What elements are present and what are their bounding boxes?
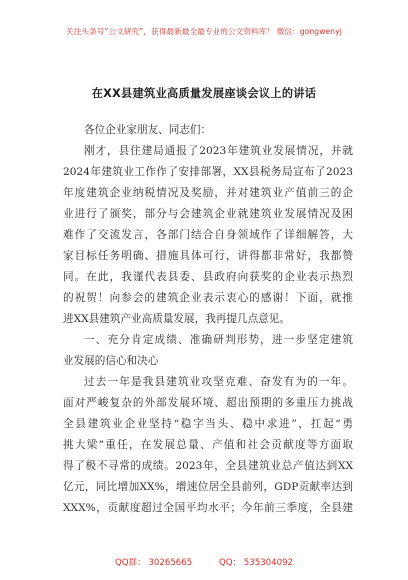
body-line: 业进行了颁奖，部分与会建筑企业就建筑业发展情况及困 — [63, 208, 353, 220]
body-line: 年度建筑企业纳税情况及奖励，并对建筑业产值前三的企 — [63, 187, 353, 199]
document-title: 在XX县建筑业高质量发展座谈会议上的讲话 — [91, 87, 317, 100]
body-line: 亿元，同比增加XX%，增速位居全县前列，GDP贡献率达到 — [63, 481, 353, 493]
document-body — [63, 120, 353, 519]
footer-qq-group: QQ群： 30265665 — [115, 558, 193, 568]
body-line: 刚才，县住建局通报了2023年建筑业发展情况，并就 — [84, 145, 353, 157]
salutation-line: 各位企业家朋友、同志们： — [84, 124, 212, 136]
body-line: 得了极不寻常的成绩。2023年，全县建筑业总产值达到XX — [63, 460, 353, 472]
body-line: 面对严峻复杂的外部发展环境、超出预期的多重压力挑战 — [63, 397, 353, 409]
body-line: XXX%，贡献度超过全国平均水平；今年前三季度，全县建 — [63, 502, 353, 514]
body-line: 家目标任务明确、措施具体可行，讲得都非常好，我都赞 — [63, 250, 353, 262]
body-line: 难作了交流发言，各部门结合自身领域作了详细解答，大 — [63, 229, 353, 241]
body-line: 2024年建筑业工作作了安排部署，XX县税务局宣布了2023 — [63, 166, 353, 178]
body-line: 过去一年是我县建筑业攻坚克难、奋发有为的一年。 — [84, 376, 353, 388]
footer-qq: QQ： 535304092 — [218, 558, 293, 568]
body-line: 挑大梁”重任，在发展总量、产值和社会贡献度等方面取 — [63, 439, 353, 451]
section-heading-line: 一、充分肯定成绩、准确研判形势，进一步坚定建筑 — [84, 334, 353, 346]
header-promo-note: 关注头条号“公文研究”，获得最新最全最专业的公文资料库！ 微信：gongwenyj — [66, 27, 342, 36]
body-line: 全县建筑业企业坚持“稳字当头、稳中求进”，扛起“勇 — [63, 418, 353, 430]
body-line: 同。在此，我谨代表县委、县政府向获奖的企业表示热烈 — [63, 271, 353, 283]
body-line: 进XX县建筑产业高质量发展，我再提几点意见。 — [63, 313, 290, 325]
section-heading-line: 业发展的信心和决心 — [63, 355, 159, 367]
footer-contact — [0, 556, 408, 568]
body-line: 的祝贺！向参会的建筑企业表示衷心的感谢！下面，就推 — [63, 292, 353, 304]
